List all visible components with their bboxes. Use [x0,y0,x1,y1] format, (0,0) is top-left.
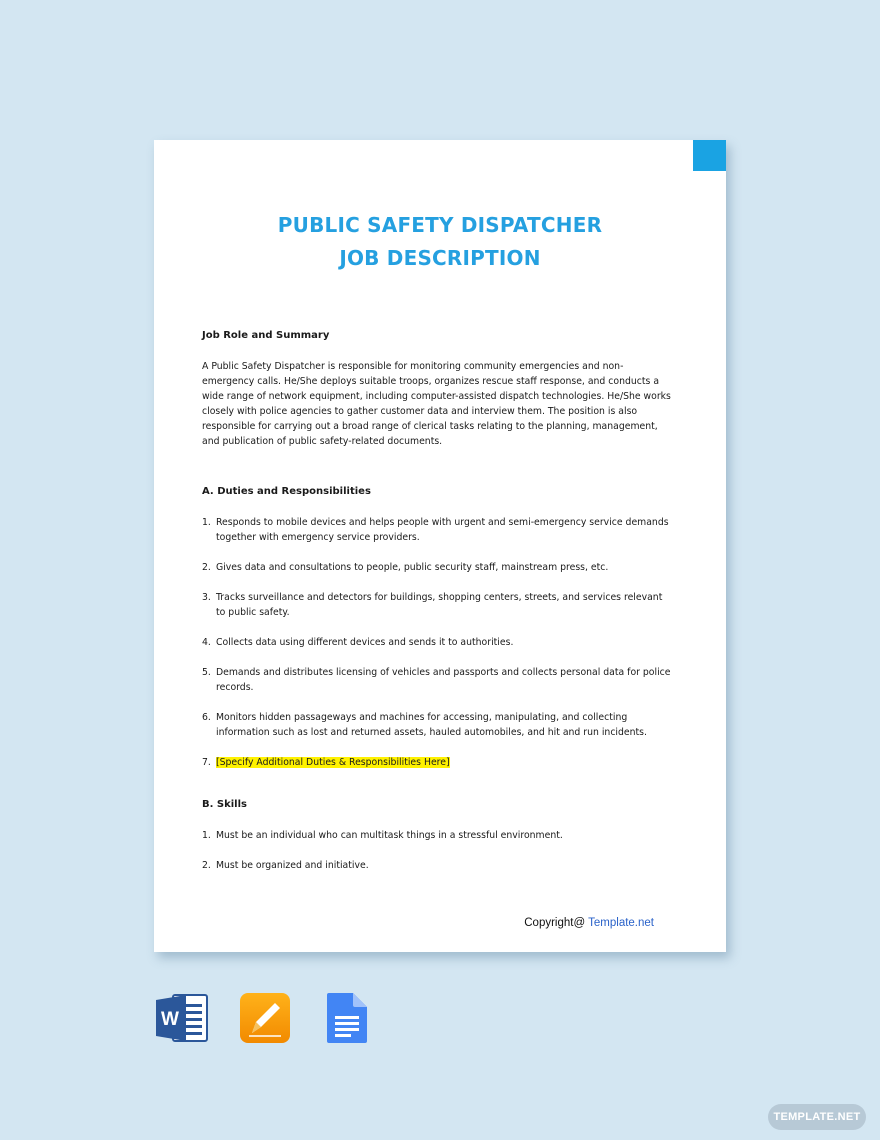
google-docs-icon[interactable] [321,992,375,1044]
app-icons [155,992,404,1044]
copyright-notice [524,917,654,929]
list-text: Gives data and consultations to people, public security staff, mainstream press, etc. [216,562,609,573]
list-item [202,515,672,545]
list-item [202,828,672,843]
list-item [202,755,672,770]
list-number: 3. [202,592,211,603]
list-item [202,665,672,695]
document-title-line1: PUBLIC SAFETY DISPATCHER [277,213,603,237]
list-text: Responds to mobile devices and helps people with urgent and semi-emergency service demands together with emergency service providers. [216,517,669,543]
list-text: Monitors hidden passageways and machines for accessing, manipulating, and collecting information such as lost and returned assets, hauled automobiles, and hit and run incidents. [216,712,647,738]
skills-list [202,828,672,873]
list-item [202,858,672,873]
list-item [202,590,672,620]
template-net-badge[interactable]: TEMPLATE.NET [768,1104,866,1130]
list-number: 1. [202,830,211,841]
role-summary: A Public Safety Dispatcher is responsible for monitoring community emergencies and non-emergency calls. He/She deploys suitable troops, organizes rescue staff response, and conducts a wide range of network equipment, including computer-assisted dispatch technologies. He/She works closely with police agencies to gather customer data and interview them. The position is also responsible for carrying out a broad range of clerical tasks relating to the planning, management, and publication of public safety-related documents. [202,361,671,447]
list-text: Collects data using different devices and sends it to authorities. [216,637,514,648]
duties-list [202,515,672,770]
document-title-line2: JOB DESCRIPTION [339,246,541,270]
list-number: 5. [202,667,211,678]
microsoft-word-icon[interactable] [155,992,209,1044]
list-text: Tracks surveillance and detectors for buildings, shopping centers, streets, and services relevant to public safety. [216,592,663,618]
skills-heading: B. Skills [202,799,247,810]
svg-text:W: W [161,1009,179,1030]
list-text: Must be organized and initiative. [216,860,369,871]
list-item [202,560,672,575]
template-link[interactable]: Template.net [588,917,654,929]
list-number: 4. [202,637,211,648]
apple-pages-icon[interactable] [238,992,292,1044]
list-number: 2. [202,860,211,871]
document-page [154,140,726,952]
list-number: 2. [202,562,211,573]
role-heading: Job Role and Summary [202,330,330,341]
list-number: 7. [202,757,211,768]
document-content [202,328,672,888]
corner-accent [693,140,726,171]
list-number: 6. [202,712,211,723]
copyright-prefix: Copyright@ [524,917,589,929]
duties-heading: A. Duties and Responsibilities [202,486,371,497]
list-number: 1. [202,517,211,528]
list-item [202,710,672,740]
list-text: Must be an individual who can multitask things in a stressful environment. [216,830,563,841]
list-text: Demands and distributes licensing of vehicles and passports and collects personal data for police records. [216,667,671,693]
highlighted-placeholder: [Specify Additional Duties & Responsibilities Here] [216,757,450,768]
list-item [202,635,672,650]
